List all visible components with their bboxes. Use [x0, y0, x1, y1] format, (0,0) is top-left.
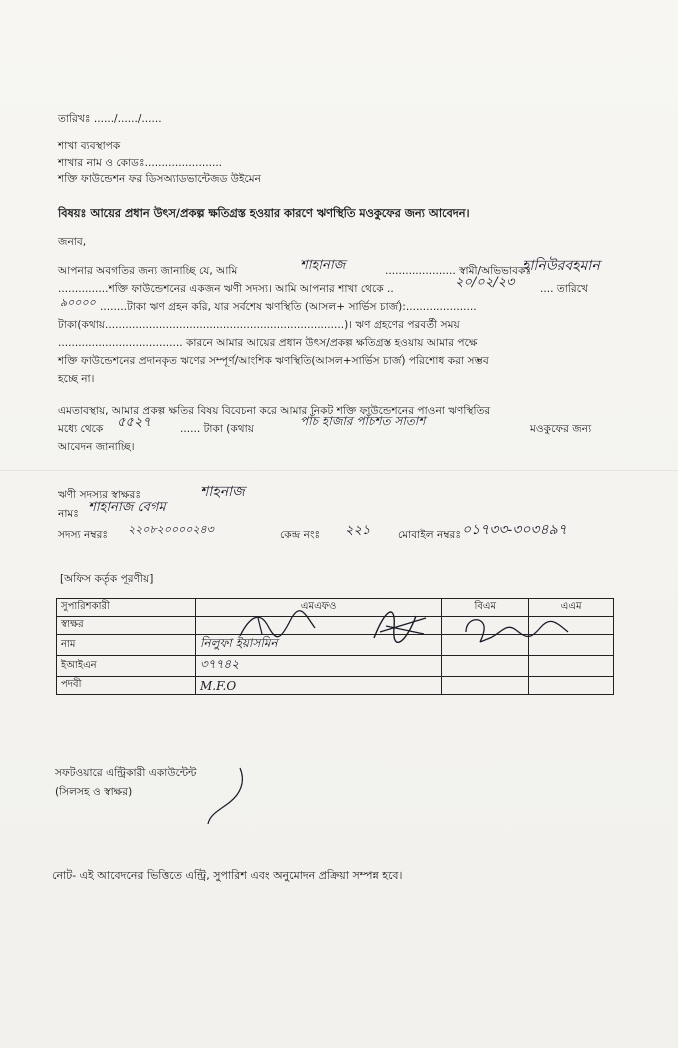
handwritten-officer-name: নিলুফা ইয়াসমিন [200, 636, 278, 650]
handwritten-waiver-words: পাঁচ হাজার পাঁচশত সাতাশ [300, 414, 426, 428]
mobile-number-label: মোবাইল নম্বরঃ [398, 529, 462, 541]
para2-line2a: মধ্যে থেকে [58, 423, 104, 435]
handwritten-center-number: ২২১ [345, 523, 371, 538]
paper-fold [0, 470, 678, 471]
table-row [57, 677, 614, 695]
handwritten-member-name: শাহানাজ [300, 258, 346, 273]
para1-line2: ...............শক্তি ফাউন্ডেশনের একজন ঋণী সদস্য। আমি আপনার শাখা থেকে .. [58, 283, 394, 295]
am-signature-scribble [460, 612, 575, 646]
row-label-name: নাম [57, 635, 196, 656]
para1-line1a: আপনার অবগতির জন্য জানাচ্ছি যে, আমি [58, 265, 238, 277]
row-label-designation: পদবী [57, 677, 196, 695]
handwritten-mobile-number: ০১৭৩৩-৩০৩৪৯৭ [462, 522, 567, 538]
handwritten-designation: M.F.O [200, 678, 237, 693]
table-row [57, 656, 614, 677]
member-number-label: সদস্য নম্বরঃ [58, 529, 109, 541]
organization-name: শক্তি ফাউন্ডেশন ফর ডিসঅ্যাডভান্টেজড উইমেন [58, 173, 262, 185]
cell-bm-designation [442, 677, 529, 695]
para2-line1: এমতাবস্থায়, আমার প্রকল্প ক্ষতির বিষয় বিবেচনা করে আমার নিকট শক্তি ফাউন্ডেশনের পাওনা ঋণস্থিতির [58, 405, 491, 417]
subject-line: বিষয়ঃ আয়ের প্রধান উৎস/প্রকল্প ক্ষতিগ্রস্ত হওয়ার কারণে ঋণস্থিতি মওকুফের জন্য আবেদন। [58, 207, 470, 220]
recipient-title: শাখা ব্যবস্থাপক [58, 140, 121, 152]
bm-signature-scribble [366, 598, 436, 648]
handwritten-loan-amount: ৯০০০০ [60, 296, 96, 309]
handwritten-ein: ৩৭৭৪২ [200, 657, 239, 671]
handwritten-waiver-amount: ৫৫২৭ [117, 415, 151, 430]
salutation: জনাব, [58, 236, 87, 248]
cell-am-ein [529, 656, 614, 677]
handwritten-member-number: ২২০৮২০০০০২৪৩ [128, 523, 214, 536]
para1-line6: শক্তি ফাউন্ডেশনের প্রদানকৃত ঋণের সম্পূর্ণ/আংশিক ঋণস্থিতি(আসল+সার্ভিস চার্জ) পরিশোধ করা সম্ভব [58, 355, 489, 367]
mfo-signature-scribble [230, 606, 330, 646]
row-label-recommender: সুপারিশকারী [57, 599, 196, 617]
note-line: নোট- এই আবেদনের ভিত্তিতে এন্ট্রি, সুপারিশ এবং অনুমোদন প্রক্রিয়া সম্পন্ন হবে। [52, 869, 403, 882]
member-signature: শাহনাজ [200, 484, 245, 500]
date-line: তারিখঃ ....../....../...... [58, 113, 162, 125]
branch-name-code: শাখার নাম ও কোডঃ....................... [58, 157, 223, 169]
member-name-label: নামঃ [58, 508, 79, 520]
para1-line3: ........টাকা ঋণ গ্রহন করি, যার সর্বশেষ ঋণস্থিতি (আসল+ সার্ভিস চার্জ):..................... [100, 301, 477, 313]
handwritten-guardian: হানিউরবহমান [522, 258, 600, 274]
center-number-label: কেন্দ্র নংঃ [280, 529, 321, 541]
para1-line2b: .... তারিখে [540, 283, 588, 295]
accountant-title: সফটওয়ারে এন্ট্রিকারী একাউন্টেন্ট [55, 767, 197, 779]
para1-line1b: ..................... স্বামী/অভিভাবকঃ [385, 265, 532, 277]
cell-mfo-designation [196, 677, 442, 695]
accountant-signature-scribble [200, 764, 260, 828]
row-label-signature: স্বাক্ষর [57, 617, 196, 635]
para2-line2b: ...... টাকা (কথায় [180, 423, 254, 435]
para2-line2c: মওকুফের জন্য [530, 423, 592, 435]
office-section-title: [অফিস কর্তৃক পূরণীয়] [60, 573, 154, 585]
column-am: এএম [529, 599, 614, 617]
column-bm: বিএম [442, 599, 529, 617]
cell-am-designation [529, 677, 614, 695]
accountant-seal-sign: (সিলসহ ও স্বাক্ষর) [55, 786, 133, 798]
member-sign-label: ঋণী সদস্যর স্বাক্ষরঃ [58, 489, 141, 501]
row-label-ein: ইআইএন [57, 656, 196, 677]
cell-mfo-ein [196, 656, 442, 677]
para1-line7: হচ্ছে না। [58, 373, 95, 385]
column-mfo: এমএফও [196, 599, 442, 617]
cell-bm-ein [442, 656, 529, 677]
para1-line5: ..................................... কারনে আমার আয়ের প্রধান উৎস/প্রকল্প ক্ষতিগ্রস্ত হওয়ায় আমার পক্ষে [58, 337, 478, 349]
handwritten-full-name: শাহানাজ বেগম [88, 500, 166, 515]
para1-line4: টাকা(কথায়.......................................................................)। ঋণ গ্রহণের পরবর্তী সময় [58, 319, 460, 331]
para2-line3: আবেদন জানাচ্ছি। [58, 441, 135, 453]
handwritten-loan-date: ২০/০২/২৩ [455, 275, 515, 290]
